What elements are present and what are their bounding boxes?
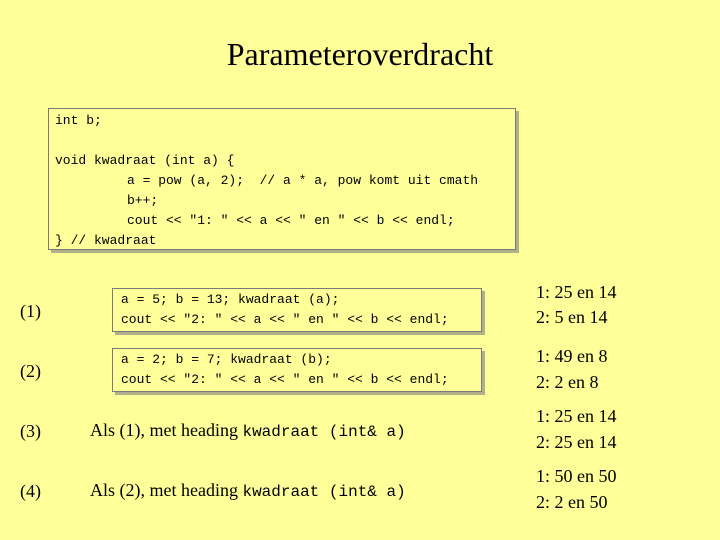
code-line: int b; [55,113,102,128]
call-box [112,348,482,392]
output-line: 1: 50 en 50 [536,466,617,486]
heading-code: kwadraat (int& a) [242,423,406,441]
output-line: 1: 49 en 8 [536,346,608,366]
output-line: 2: 5 en 14 [536,307,608,327]
output-line: 2: 2 en 50 [536,492,608,512]
case-description [90,480,406,501]
output-line: 1: 25 en 14 [536,406,617,426]
output-line: 2: 2 en 8 [536,372,599,392]
output-line: 2: 25 en 14 [536,432,617,452]
call-line: a = 5; b = 13; kwadraat (a); [121,292,340,307]
slide-title: Parameteroverdracht [226,36,494,72]
heading-code: kwadraat (int& a) [242,483,406,501]
call-box [112,288,482,332]
case-label: (2) [20,361,41,381]
case-description [90,420,406,441]
case-text: Als (1), met heading [90,420,238,440]
code-line: b++; [127,193,159,208]
code-line: a = pow (a, 2); // a * a, pow komt uit cmath [127,173,479,188]
output-line: 1: 25 en 14 [536,282,617,302]
case-label: (3) [20,421,41,441]
case-text: Als (2), met heading [90,480,238,500]
call-line: cout << "2: " << a << " en " << b << endl; [121,372,449,387]
call-line: cout << "2: " << a << " en " << b << endl; [121,312,449,327]
code-line: cout << "1: " << a << " en " << b << endl; [127,213,455,228]
call-line: a = 2; b = 7; kwadraat (b); [121,352,332,367]
code-line: } // kwadraat [55,233,157,248]
code-line: void kwadraat (int a) { [55,153,235,168]
case-label: (1) [20,301,41,321]
case-label: (4) [20,481,41,501]
code-box [48,108,516,250]
